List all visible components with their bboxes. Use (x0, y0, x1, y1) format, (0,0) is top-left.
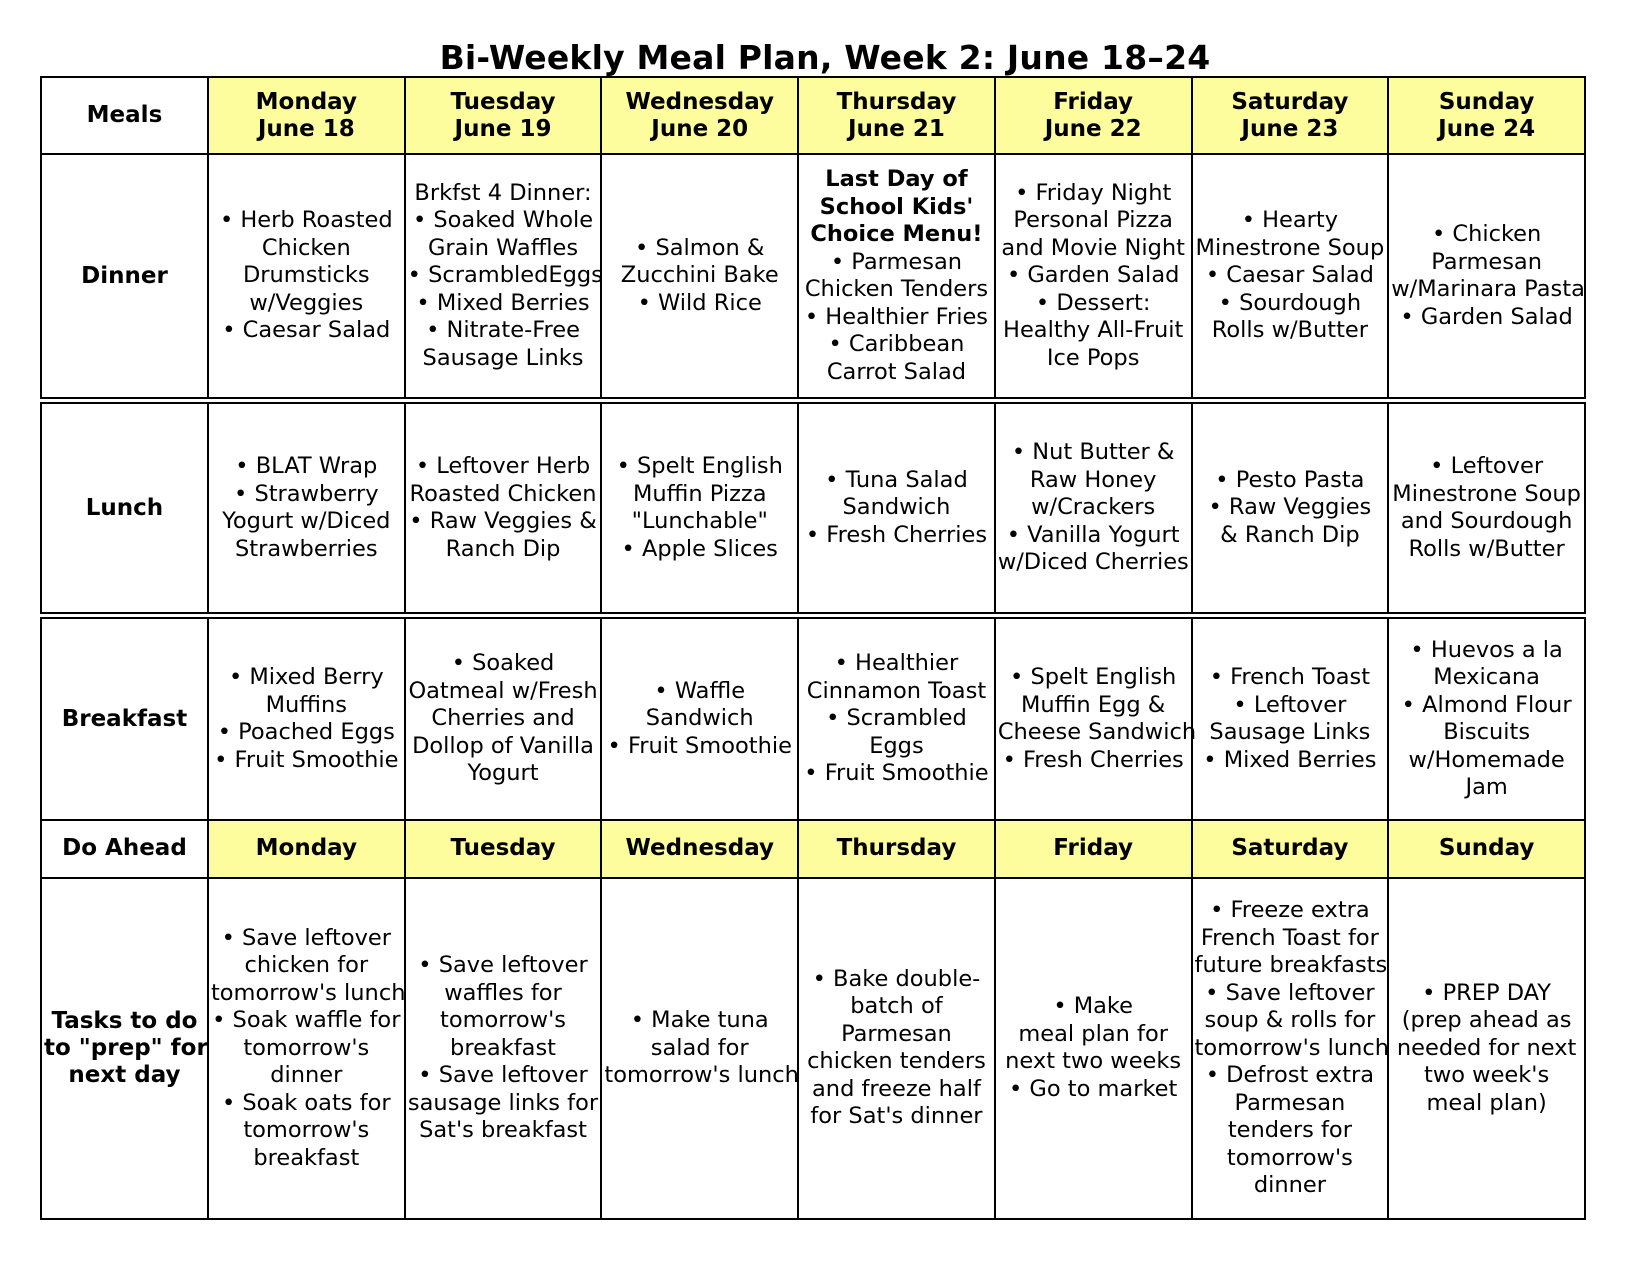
corner-label: Meals (41, 77, 208, 154)
meal-item-line: • Fruit Smoothie (214, 746, 399, 773)
meal-item-line: • Wild Rice (637, 289, 762, 316)
breakfast-cell-saturday (1192, 616, 1389, 821)
task-item-line: batch of (850, 993, 943, 1020)
meal-item-line: Sausage Links (422, 344, 584, 371)
meal-item-line: Sausage Links (1209, 719, 1371, 746)
do-ahead-day-friday: Friday (995, 820, 1192, 877)
dinner-cell-friday (995, 154, 1192, 400)
tasks-label-line: to "prep" for (44, 1034, 208, 1061)
breakfast-cell-wednesday (601, 616, 798, 821)
meal-item-line: • Garden Salad (1006, 262, 1180, 289)
meal-item-line: • Chicken (1431, 221, 1542, 248)
meal-item-line: Cherries and (431, 705, 575, 732)
task-item-line: two week's (1424, 1062, 1550, 1089)
breakfast-cell-friday (995, 616, 1197, 821)
dinner-label: Dinner (41, 154, 208, 400)
day-header-sunday (1388, 77, 1585, 154)
meal-item-line: • Spelt English (616, 453, 783, 480)
meal-item-line: • Tuna Salad (825, 466, 968, 493)
task-cell-monday (208, 878, 405, 1219)
meal-item-line: • Hearty (1241, 207, 1339, 234)
meal-item-line: Carrot Salad (826, 358, 967, 385)
day-header-wednesday (601, 77, 798, 154)
meal-item-line: Dollop of Vanilla (412, 732, 594, 759)
meal-plan-table (40, 76, 1586, 1220)
meal-item-line: • Mixed Berries (416, 289, 590, 316)
task-cell-friday (995, 878, 1192, 1219)
breakfast-label: Breakfast (41, 616, 208, 821)
task-item-line: tomorrow's (1226, 1144, 1353, 1171)
do-ahead-header-row (41, 820, 1585, 877)
dinner-cell-saturday (1192, 154, 1389, 400)
meal-item-line: • Huevos a la (1410, 636, 1563, 663)
task-item-line: • Save leftover (221, 924, 391, 951)
meal-item-line: Grain Waffles (427, 234, 579, 261)
page-title: Bi-Weekly Meal Plan, Week 2: June 18–24 (439, 38, 1211, 77)
task-cell-thursday (798, 878, 995, 1219)
meal-item-line: • Soaked (451, 650, 555, 677)
meal-item-line: • Herb Roasted (219, 207, 393, 234)
day-name: Friday (1053, 88, 1134, 115)
meal-item-line: • Leftover (1430, 453, 1544, 480)
meal-item-line: • Fruit Smoothie (607, 732, 792, 759)
day-date: June 19 (454, 115, 552, 142)
day-name: Saturday (1231, 88, 1349, 115)
day-header-tuesday (405, 77, 602, 154)
task-item-line: • Make tuna (630, 1007, 769, 1034)
day-date: June 21 (847, 115, 945, 142)
task-item-line: • Save leftover (418, 952, 588, 979)
do-ahead-day-wednesday: Wednesday (601, 820, 798, 877)
task-item-line: • Make (1053, 993, 1134, 1020)
day-name: Tuesday (450, 88, 556, 115)
do-ahead-day-saturday: Saturday (1192, 820, 1389, 877)
task-item-line: next two weeks (1005, 1048, 1182, 1075)
meal-item-line: Minestrone Soup (1195, 234, 1385, 261)
task-item-line: • PREP DAY (1422, 979, 1552, 1006)
meal-item-line: Ice Pops (1046, 344, 1140, 371)
tasks-label-line: next day (68, 1061, 181, 1088)
day-header-saturday (1192, 77, 1389, 154)
lunch-cell-sunday (1388, 400, 1585, 615)
meal-item-line: • Healthier (834, 650, 959, 677)
meal-item-line: • Raw Veggies (1208, 494, 1372, 521)
day-date: June 18 (257, 115, 355, 142)
task-cell-saturday (1192, 878, 1389, 1219)
day-date: June 24 (1438, 115, 1536, 142)
meal-item-line: Drumsticks (242, 262, 370, 289)
task-item-line: tomorrow's lunch (604, 1062, 799, 1089)
meal-item-line: • Waffle (654, 677, 746, 704)
task-item-line: waffles for (444, 979, 562, 1006)
day-date: June 22 (1044, 115, 1142, 142)
meal-item-line: • Parmesan (830, 248, 963, 275)
task-item-line: • Save leftover (1205, 979, 1375, 1006)
meal-item-line: • Fruit Smoothie (804, 760, 989, 787)
task-item-line: Sat's breakfast (419, 1117, 587, 1144)
meal-item-line: • ScrambledEggs (407, 262, 603, 289)
meal-item-line: • Strawberry (234, 480, 379, 507)
dinner-cell-monday (208, 154, 405, 400)
day-name: Wednesday (625, 88, 774, 115)
meal-item-line: • Dessert: (1035, 289, 1151, 316)
meal-item-line: Zucchini Bake (620, 262, 779, 289)
day-header-thursday (798, 77, 995, 154)
meal-item-line: Jam (1465, 774, 1508, 801)
breakfast-cell-tuesday (405, 616, 602, 821)
day-date: June 23 (1241, 115, 1339, 142)
task-item-line: meal plan) (1426, 1089, 1547, 1116)
day-header-row (41, 77, 1585, 154)
meal-item-line: • Spelt English (1010, 664, 1177, 691)
meal-item-line: Healthy All-Fruit (1003, 317, 1184, 344)
meal-item-line: and Movie Night (1001, 234, 1185, 261)
meal-item-line: • Pesto Pasta (1215, 466, 1365, 493)
breakfast-cell-thursday (798, 616, 995, 821)
meal-item-line: Oatmeal w/Fresh (408, 677, 598, 704)
meal-item-line: • Caesar Salad (1205, 262, 1374, 289)
meal-item-line: • Raw Veggies & (409, 508, 597, 535)
task-item-line: future breakfasts (1194, 952, 1388, 979)
meal-item-line: • Mixed Berries (1203, 746, 1377, 773)
meal-item-line: • Fresh Cherries (1002, 746, 1184, 773)
task-item-line: salad for (650, 1034, 749, 1061)
meal-item-line: • Mixed Berry (228, 664, 384, 691)
lunch-cell-thursday (798, 400, 995, 615)
meal-item-line: Yogurt w/Diced (222, 508, 391, 535)
meal-item-line: Cheese Sandwich (997, 719, 1197, 746)
meal-item-line: Raw Honey (1029, 466, 1157, 493)
lunch-cell-saturday (1192, 400, 1389, 615)
meal-item-line: • Caesar Salad (222, 317, 391, 344)
meal-item-line: and Sourdough (1400, 508, 1573, 535)
meal-item-line: • Salmon & (635, 234, 765, 261)
meal-item-line: • Garden Salad (1400, 303, 1573, 330)
meal-item-line: "Lunchable" (631, 508, 768, 535)
meal-item-line: • BLAT Wrap (235, 453, 378, 480)
task-item-line: dinner (1253, 1172, 1326, 1199)
meal-item-line: • Leftover Herb (415, 453, 591, 480)
task-item-line: chicken for (244, 952, 369, 979)
meal-item-line: Mexicana (1433, 664, 1540, 691)
task-item-line: soup & rolls for (1204, 1007, 1376, 1034)
meal-item-line: • Soaked Whole (412, 207, 594, 234)
meal-item-line: Last Day of (825, 166, 968, 193)
day-name: Thursday (836, 88, 957, 115)
task-cell-sunday (1388, 878, 1585, 1219)
meal-item-line: • Scrambled (826, 705, 967, 732)
meal-item-line: w/Crackers (1031, 494, 1156, 521)
meal-item-line: • Leftover (1233, 691, 1347, 718)
dinner-cell-tuesday (405, 154, 602, 400)
meal-item-line: • Nut Butter & (1011, 439, 1175, 466)
task-item-line: • Go to market (1008, 1075, 1178, 1102)
meal-item-line: Yogurt (467, 760, 539, 787)
meal-item-line: • Vanilla Yogurt (1006, 521, 1180, 548)
dinner-cell-wednesday (601, 154, 798, 400)
meal-item-line: Sandwich (842, 494, 951, 521)
meal-item-line: w/Marinara Pasta (1391, 276, 1585, 303)
meal-item-line: Personal Pizza (1013, 207, 1173, 234)
task-cell-wednesday (601, 878, 798, 1219)
task-item-line: dinner (270, 1062, 343, 1089)
meal-item-line: Chicken Tenders (804, 276, 989, 303)
breakfast-cell-monday (208, 616, 405, 821)
do-ahead-day-thursday: Thursday (798, 820, 995, 877)
meal-item-line: Sandwich (645, 705, 754, 732)
meal-item-line: Minestrone Soup (1392, 480, 1581, 507)
meal-item-line: • Nitrate-Free (426, 317, 580, 344)
meal-item-line: w/Veggies (249, 289, 364, 316)
tasks-label (41, 878, 208, 1219)
meal-item-line: Muffins (265, 691, 347, 718)
meal-item-line: • Healthier Fries (804, 303, 989, 330)
task-item-line: Parmesan (1234, 1089, 1346, 1116)
lunch-cell-wednesday (601, 400, 798, 615)
meal-item-line: Rolls w/Butter (1408, 535, 1565, 562)
task-item-line: tomorrow's lunch (210, 979, 406, 1006)
meal-item-line: • French Toast (1209, 664, 1371, 691)
task-item-line: • Bake double- (812, 965, 981, 992)
meal-item-line: • Fresh Cherries (805, 521, 988, 548)
do-ahead-day-monday: Monday (208, 820, 405, 877)
task-item-line: for Sat's dinner (810, 1103, 983, 1130)
lunch-row (41, 400, 1585, 615)
do-ahead-label: Do Ahead (41, 820, 208, 877)
dinner-row (41, 154, 1585, 400)
meal-item-line: Parmesan (1431, 248, 1542, 275)
task-item-line: chicken tenders (807, 1048, 986, 1075)
task-item-line: needed for next (1396, 1034, 1577, 1061)
task-item-line: tomorrow's (243, 1034, 370, 1061)
meal-item-line: • Friday Night (1015, 179, 1172, 206)
meal-item-line: • Caribbean (828, 331, 965, 358)
task-item-line: French Toast for (1200, 924, 1379, 951)
day-name: Sunday (1438, 88, 1535, 115)
meal-item-line: Cinnamon Toast (806, 677, 987, 704)
meal-item-line: Muffin Egg & (1021, 691, 1166, 718)
do-ahead-day-sunday: Sunday (1388, 820, 1585, 877)
meal-item-line: Rolls w/Butter (1211, 317, 1368, 344)
lunch-cell-tuesday (405, 400, 602, 615)
meal-item-line: Roasted Chicken (409, 480, 597, 507)
meal-item-line: Strawberries (235, 535, 378, 562)
meal-item-line: • Almond Flour (1401, 691, 1572, 718)
task-item-line: breakfast (450, 1034, 556, 1061)
meal-item-line: Brkfst 4 Dinner: (414, 179, 592, 206)
meal-item-line: Choice Menu! (810, 221, 983, 248)
task-item-line: (prep ahead as (1401, 1007, 1572, 1034)
meal-item-line: Ranch Dip (445, 535, 561, 562)
meal-item-line: Biscuits (1443, 719, 1531, 746)
meal-item-line: School Kids' (819, 193, 974, 220)
meal-item-line: Muffin Pizza (632, 480, 767, 507)
meal-item-line: • Apple Slices (621, 535, 778, 562)
day-name: Monday (255, 88, 357, 115)
meal-item-line: • Sourdough (1218, 289, 1362, 316)
meal-item-line: & Ranch Dip (1220, 521, 1360, 548)
task-item-line: tenders for (1227, 1117, 1352, 1144)
breakfast-row (41, 616, 1585, 821)
task-item-line: breakfast (253, 1144, 360, 1171)
meal-item-line: • Poached Eggs (217, 719, 395, 746)
dinner-cell-thursday (798, 154, 995, 400)
day-header-friday (995, 77, 1192, 154)
day-date: June 20 (651, 115, 749, 142)
meal-item-line: w/Homemade (1408, 746, 1565, 773)
task-item-line: • Freeze extra (1210, 897, 1370, 924)
day-header-monday (208, 77, 405, 154)
task-item-line: • Defrost extra (1205, 1062, 1375, 1089)
lunch-cell-friday (995, 400, 1192, 615)
tasks-row (41, 878, 1585, 1219)
breakfast-cell-sunday (1388, 616, 1585, 821)
task-item-line: sausage links for (407, 1089, 599, 1116)
lunch-label: Lunch (41, 400, 208, 615)
task-item-line: • Soak waffle for (212, 1007, 401, 1034)
task-cell-tuesday (405, 878, 602, 1219)
task-item-line: tomorrow's (243, 1117, 370, 1144)
task-item-line: tomorrow's (440, 1007, 566, 1034)
task-item-line: tomorrow's lunch (1194, 1034, 1390, 1061)
task-item-line: • Soak oats for (221, 1089, 391, 1116)
meal-item-line: Chicken (261, 234, 351, 261)
task-item-line: meal plan for (1018, 1020, 1168, 1047)
meal-item-line: Eggs (869, 732, 924, 759)
task-item-line: Parmesan (841, 1020, 952, 1047)
meal-item-line: w/Diced Cherries (997, 549, 1189, 576)
tasks-label-line: Tasks to do (51, 1007, 198, 1034)
dinner-cell-sunday (1388, 154, 1585, 400)
task-item-line: and freeze half (812, 1075, 981, 1102)
task-item-line: • Save leftover (418, 1062, 588, 1089)
do-ahead-day-tuesday: Tuesday (405, 820, 602, 877)
lunch-cell-monday (208, 400, 405, 615)
